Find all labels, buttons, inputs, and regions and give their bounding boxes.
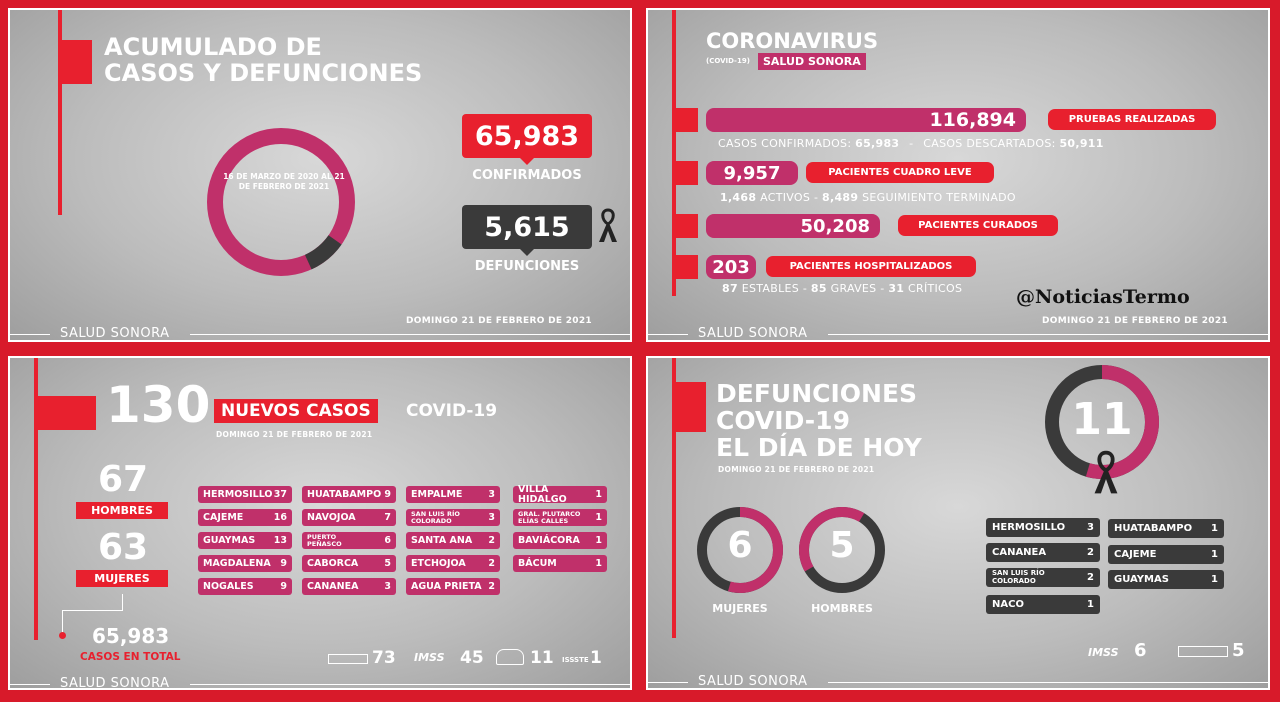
municipality-count: 1 [1087, 599, 1094, 610]
municipality-item [302, 486, 396, 503]
women-deaths-count: 6 [727, 525, 753, 566]
municipality-item [1108, 519, 1224, 538]
new-cases-count: 130 [106, 376, 211, 434]
municipality-name: HUATABAMPO [307, 488, 382, 500]
footer-rule [190, 334, 632, 335]
municipality-count: 13 [273, 535, 287, 546]
municipality-count: 1 [1211, 523, 1218, 534]
municipality-count: 6 [384, 535, 391, 546]
header-date: DOMINGO 21 DE FEBRERO DE 2021 [718, 465, 875, 474]
municipality-count: 1 [1211, 574, 1218, 585]
municipality-item [302, 578, 396, 595]
men-count: 67 [97, 459, 149, 500]
municipality-count: 2 [488, 535, 495, 546]
page-title: ACUMULADO DE CASOS Y DEFUNCIONES [104, 33, 423, 88]
footer-brand: SALUD SONORA [60, 676, 170, 690]
salud-logo-icon [1178, 646, 1228, 657]
isssteson-logo-icon [496, 649, 524, 665]
municipality-name: PUERTO PEÑASCO [307, 532, 342, 548]
municipality-count: 1 [595, 512, 602, 523]
recovered-bar [706, 214, 880, 238]
inst-imss-count: 6 [1134, 640, 1147, 661]
municipality-count: 9 [280, 581, 287, 592]
municipality-item [406, 532, 500, 549]
footer-brand: SALUD SONORA [698, 674, 808, 689]
total-cases-label: CASOS EN TOTAL [80, 651, 181, 663]
municipality-count: 1 [595, 489, 602, 500]
municipality-count: 9 [280, 558, 287, 569]
municipality-name: HERMOSILLO [203, 488, 273, 500]
municipality-item [1108, 570, 1224, 589]
municipality-name: HUATABAMPO [1114, 523, 1193, 534]
municipality-name: CABORCA [307, 557, 359, 569]
footer-rule [828, 682, 1270, 683]
municipality-count: 3 [488, 512, 495, 523]
municipality-item [513, 486, 607, 503]
hospitalized-breakdown: 87 ESTABLES - 85 GRAVES - 31 CRÍTICOS [722, 282, 963, 295]
mild-bar [706, 161, 798, 185]
deaths-value: 5,615 [484, 211, 570, 243]
row-marker [676, 161, 698, 185]
footer-rule [190, 684, 632, 685]
panel-accumulated [8, 8, 632, 342]
confirmed-badge [462, 114, 592, 158]
municipality-name: GRAL. PLUTARCO ELÍAS CALLES [518, 509, 581, 525]
recovered-value: 50,208 [800, 215, 870, 237]
deaths-label: DEFUNCIONES [474, 259, 580, 274]
women-count: 63 [97, 527, 149, 568]
municipality-item [406, 509, 500, 526]
footer-rule [648, 682, 688, 683]
row-marker [676, 214, 698, 238]
inst-imss-count: 45 [460, 648, 484, 668]
accent-block [62, 40, 92, 84]
municipality-name: NAVOJOA [307, 511, 356, 523]
men-deaths-count: 5 [829, 525, 855, 566]
mild-value: 9,957 [723, 162, 781, 184]
municipality-name: GUAYMAS [203, 534, 256, 546]
total-cases-value: 65,983 [92, 624, 170, 648]
inst-ss-count: 73 [372, 648, 396, 668]
municipality-count: 3 [1087, 522, 1094, 533]
municipality-count: 7 [384, 512, 391, 523]
municipality-count: 16 [273, 512, 287, 523]
issste-logo-icon: ISSSTE [562, 656, 589, 664]
deaths-pointer [518, 247, 536, 256]
deaths-total: 11 [1071, 394, 1133, 445]
hospitalized-bar [706, 255, 756, 279]
recovered-label: PACIENTES CURADOS [898, 215, 1058, 236]
men-deaths-label: HOMBRES [811, 602, 873, 615]
hospitalized-label: PACIENTES HOSPITALIZADOS [766, 256, 976, 277]
municipality-name: CAJEME [203, 511, 244, 523]
watermark: @NoticiasTermo [1016, 286, 1190, 308]
connector-line [62, 610, 123, 611]
municipality-item [986, 568, 1100, 587]
municipality-item [406, 486, 500, 503]
municipality-item [406, 555, 500, 572]
municipality-item [198, 486, 292, 503]
municipality-item [302, 509, 396, 526]
footer-brand: SALUD SONORA [698, 326, 808, 341]
connector-dot [59, 632, 66, 639]
municipality-name: NOGALES [203, 580, 254, 592]
mourning-ribbon-icon [1092, 450, 1120, 496]
municipality-name: MAGDALENA [203, 557, 271, 569]
confirmed-value: 65,983 [474, 120, 580, 152]
municipality-item [198, 509, 292, 526]
municipality-name: EMPALME [411, 488, 463, 500]
municipality-count: 1 [595, 558, 602, 569]
municipality-name: SAN LUIS RÍO COLORADO [992, 569, 1045, 585]
municipality-item [302, 532, 396, 549]
municipality-count: 37 [273, 489, 287, 500]
municipality-count: 2 [488, 581, 495, 592]
tests-bar [706, 108, 1026, 132]
row-marker [676, 255, 698, 279]
municipality-item [513, 509, 607, 526]
municipality-count: 9 [384, 489, 391, 500]
donut-date-range: 16 DE MARZO DE 2020 AL 21 DE FEBRERO DE 2021 [223, 172, 345, 191]
municipality-item [198, 555, 292, 572]
municipality-name: BÁCUM [518, 557, 557, 569]
panel-deaths-today [646, 356, 1270, 690]
inst-ss-count: 5 [1232, 640, 1245, 661]
footer-rule [10, 684, 50, 685]
footer-rule [10, 334, 50, 335]
municipality-item [302, 555, 396, 572]
municipality-name: HERMOSILLO [992, 522, 1066, 533]
women-label: MUJERES [76, 570, 168, 587]
panel-new-cases [8, 356, 632, 690]
header-date: DOMINGO 21 DE FEBRERO DE 2021 [216, 430, 373, 439]
tests-label: PRUEBAS REALIZADAS [1048, 109, 1216, 130]
municipality-count: 5 [384, 558, 391, 569]
municipality-count: 1 [595, 535, 602, 546]
accent-block [38, 396, 96, 430]
municipality-name: SANTA ANA [411, 534, 473, 546]
municipality-count: 3 [488, 489, 495, 500]
salud-logo-icon [328, 654, 368, 664]
municipality-name: NACO [992, 599, 1024, 610]
municipality-count: 2 [1087, 572, 1094, 583]
covid-tag: (COVID-19) [706, 57, 750, 65]
municipality-item [513, 532, 607, 549]
connector-line [122, 594, 123, 610]
municipality-item [513, 555, 607, 572]
municipality-item [986, 543, 1100, 562]
mild-label: PACIENTES CUADRO LEVE [806, 162, 994, 183]
cases-deaths-donut [193, 124, 373, 284]
municipality-name: VILLA HIDALGO [518, 484, 567, 505]
imss-logo-icon: IMSS [1088, 646, 1119, 659]
accent-block [676, 382, 706, 432]
municipality-count: 1 [1211, 549, 1218, 560]
covid-label: COVID-19 [406, 401, 498, 421]
municipality-name: CANANEA [992, 547, 1047, 558]
page-title: CORONAVIRUS [706, 29, 879, 53]
municipality-name: GUAYMAS [1114, 574, 1169, 585]
footer-brand: SALUD SONORA [60, 326, 170, 341]
salud-sonora-badge: SALUD SONORA [758, 53, 866, 70]
footer-date: DOMINGO 21 DE FEBRERO DE 2021 [406, 316, 592, 326]
hospitalized-value: 203 [712, 256, 750, 278]
confirmed-pointer [518, 156, 536, 165]
municipality-name: AGUA PRIETA [411, 580, 482, 592]
row-marker [676, 108, 698, 132]
municipality-item [198, 532, 292, 549]
confirmed-label: CONFIRMADOS [472, 168, 582, 183]
mild-breakdown: 1,468 ACTIVOS - 8,489 SEGUIMIENTO TERMINADO [720, 191, 1016, 204]
municipality-item [198, 578, 292, 595]
municipality-count: 3 [384, 581, 391, 592]
tests-value: 116,894 [929, 109, 1016, 131]
municipality-item [1108, 545, 1224, 564]
imss-logo-icon: IMSS [414, 651, 445, 664]
tests-breakdown: CASOS CONFIRMADOS: 65,983 - CASOS DESCARTADOS: 50,911 [718, 137, 1104, 150]
municipality-item [986, 518, 1100, 537]
footer-date: DOMINGO 21 DE FEBRERO DE 2021 [1042, 316, 1228, 326]
municipality-name: BAVIÁCORA [518, 534, 580, 546]
mourning-ribbon-icon [597, 208, 619, 244]
municipality-count: 2 [1087, 547, 1094, 558]
municipality-item [406, 578, 500, 595]
municipality-name: CANANEA [307, 580, 359, 592]
inst-isssteson-count: 11 [530, 648, 554, 668]
deaths-badge [462, 205, 592, 249]
page-title: DEFUNCIONES COVID-19 EL DÍA DE HOY [716, 379, 922, 462]
footer-rule [828, 334, 1270, 335]
men-label: HOMBRES [76, 502, 168, 519]
municipality-name: CAJEME [1114, 549, 1157, 560]
inst-issste-count: 1 [590, 648, 602, 668]
footer-rule [648, 334, 688, 335]
new-cases-badge: NUEVOS CASOS [214, 399, 378, 423]
panel-coronavirus-summary [646, 8, 1270, 342]
municipality-item [986, 595, 1100, 614]
municipality-name: SAN LUIS RÍO COLORADO [411, 509, 460, 525]
women-deaths-label: MUJERES [712, 602, 768, 615]
municipality-count: 2 [488, 558, 495, 569]
municipality-name: ETCHOJOA [411, 557, 466, 569]
accent-line [672, 10, 676, 296]
